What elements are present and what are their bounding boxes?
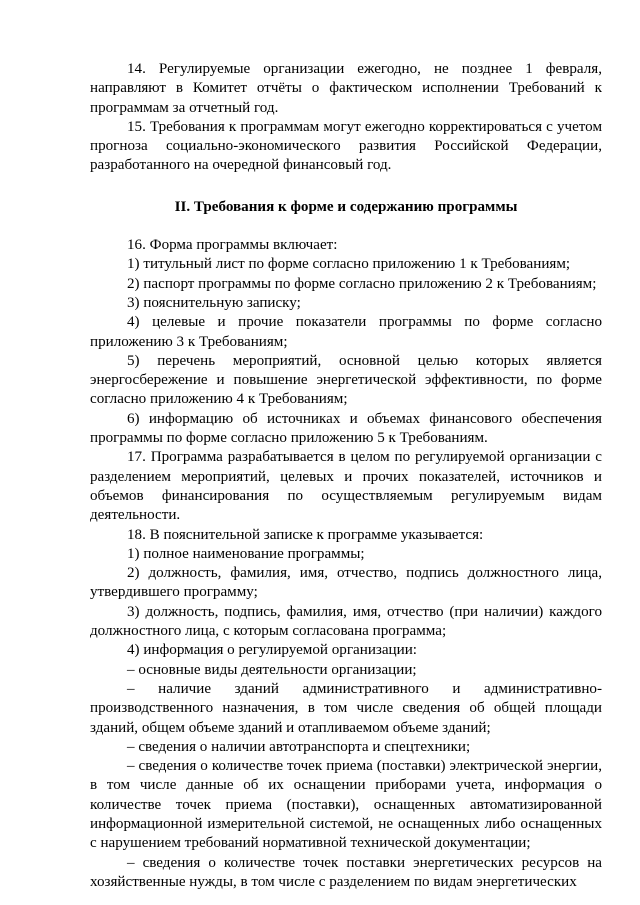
list-item-4: 4) информация о регулируемой организации: (127, 642, 417, 659)
dash-item: – наличие зданий административного и административно-производственного назначения, в том числе сведения об общей площади зданий, общем объеме зданий и отапливаемом объеме зданий; (90, 680, 602, 736)
document-body (90, 60, 602, 892)
list-item-2: 2) должность, фамилия, имя, отчество, подпись должностного лица, утвердившего программу; (90, 565, 602, 601)
dash-item: – основные виды деятельности организации; (127, 661, 417, 678)
list-item-3: 3) пояснительную записку; (127, 294, 301, 311)
dash-item: – сведения о количестве точек поставки энергетических ресурсов на хозяйственные нужды, в том числе с разделением по видам энергетических (90, 854, 602, 890)
paragraph-14: 14. Регулируемые организации ежегодно, не позднее 1 февраля, направляют в Комитет отчёты о фактическом исполнении Требований к программам за отчетный год. (90, 61, 602, 116)
list-item-2: 2) паспорт программы по форме согласно приложению 2 к Требованиям; (127, 275, 597, 292)
list-item-6: 6) информацию об источниках и объемах финансового обеспечения программы по форме согласно приложению 5 к Требованиям. (90, 410, 602, 447)
list-item-3: 3) должность, подпись, фамилия, имя, отчество (при наличии) каждого должностного лица, с которым согласована программа; (90, 603, 602, 640)
paragraph-15: 15. Требования к программам могут ежегодно корректироваться с учетом прогноза социально-экономического развития Российской Федерации, разработанного на очередной финансовый год. (90, 118, 602, 174)
section-heading: II. Требования к форме и содержанию программы (174, 198, 518, 215)
list-item-4: 4) целевые и прочие показатели программы по форме согласно приложению 3 к Требованиям; (90, 314, 602, 350)
dash-item: – сведения о наличии автотранспорта и спецтехники; (127, 738, 471, 755)
list-item-1: 1) полное наименование программы; (127, 545, 365, 562)
list-item-5: 5) перечень мероприятий, основной целью которых является энергосбережение и повышение энергетической эффективности, по форме согласно приложению 4 к Требованиям; (90, 352, 602, 408)
paragraph-16: 16. Форма программы включает: (127, 237, 338, 254)
list-item-1: 1) титульный лист по форме согласно приложению 1 к Требованиям; (127, 256, 571, 273)
paragraph-18: 18. В пояснительной записке к программе указывается: (127, 526, 484, 543)
paragraph-17: 17. Программа разрабатывается в целом по регулируемой организации с разделением мероприятий, целевых и прочих показателей, источников и объемов финансирования по осуществляемым регулируемым видам деятельности. (90, 449, 602, 524)
dash-item: – сведения о количестве точек приема (поставки) электрической энергии, в том числе данные об их оснащении приборами учета, информация о количестве точек приема (поставки), оснащенных автоматизированной информационной измерительной системой, не оснащенных либо оснащенных с нарушением требований нормативной технической документации; (90, 758, 602, 852)
